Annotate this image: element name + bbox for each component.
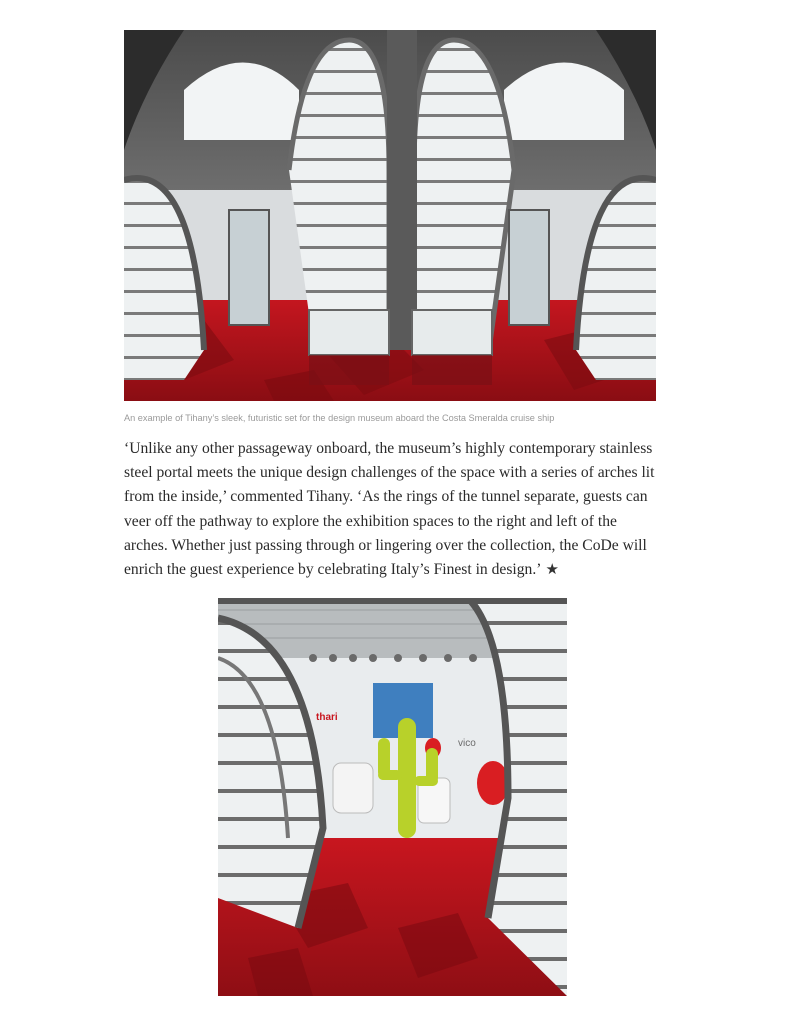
paragraph-line: steel portal meets the unique design challenges of the space with a series of arches lit xyxy=(124,464,655,482)
wall-text-brand: thari xyxy=(316,712,338,723)
paragraph-line xyxy=(124,558,664,582)
star-icon: ★ xyxy=(545,562,559,579)
paragraph-line: arches. Whether just passing through or lingering over the collection, the CoDe will xyxy=(124,536,647,554)
paragraph-line: ‘Unlike any other passageway onboard, the museum’s highly contemporary stainless xyxy=(124,440,653,457)
paragraph-line-text: enrich the guest experience by celebrating Italy’s Finest in design.’ xyxy=(124,561,542,579)
photo-caption: An example of Tihany’s sleek, futuristic set for the design museum aboard the Costa Smeralda cruise ship xyxy=(124,413,555,423)
wall-text-vico: vico xyxy=(458,738,476,749)
museum-arches-photo xyxy=(124,30,656,401)
article-paragraph xyxy=(124,437,664,582)
paragraph-line: veer off the pathway to explore the exhibition spaces to the right and left of the xyxy=(124,512,617,530)
museum-gallery-photo xyxy=(218,598,567,996)
paragraph-line: from the inside,’ commented Tihany. ‘As the rings of the tunnel separate, guests can xyxy=(124,488,648,506)
